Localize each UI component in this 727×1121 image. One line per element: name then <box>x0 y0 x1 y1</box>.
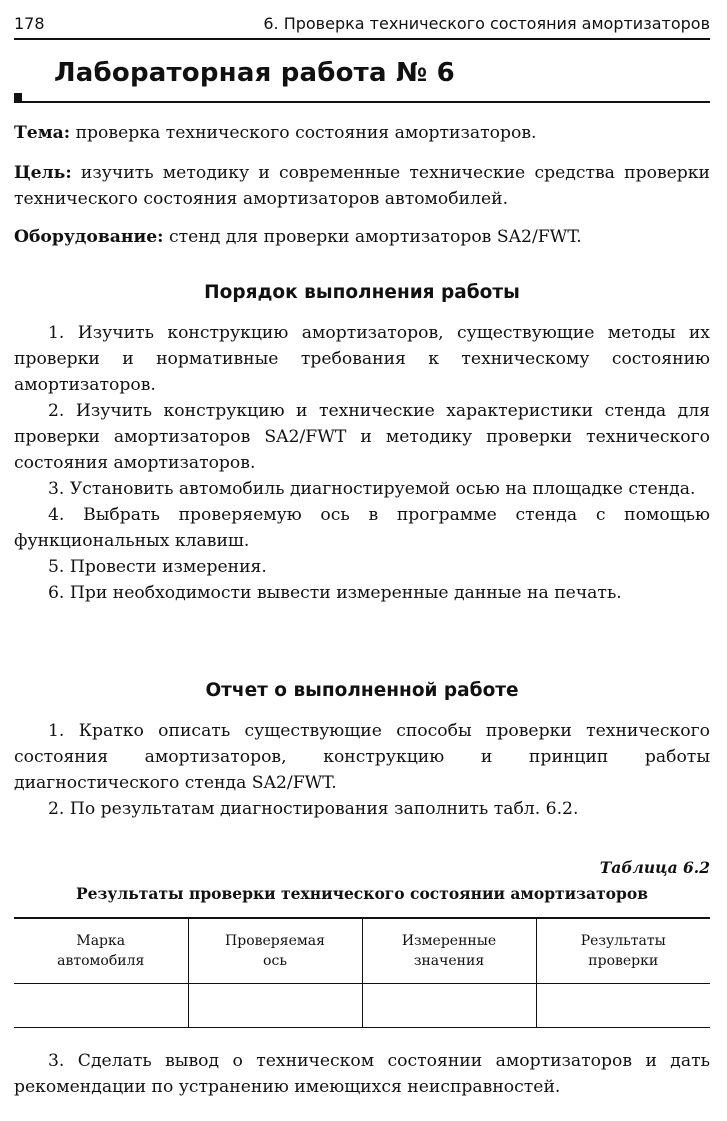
column-header-text: Результаты <box>580 933 666 949</box>
table-title: Результаты проверки технического состоянии амортизаторов <box>76 884 648 903</box>
procedure-heading: Порядок выполнения работы <box>204 282 520 303</box>
goal-text: изучить методику и современные технические средства проверки технического состояния амортизаторов автомобилей. <box>14 163 710 209</box>
report-list <box>14 718 710 822</box>
table-label: Таблица 6.2 <box>599 858 710 877</box>
column-header-text: проверки <box>588 953 659 969</box>
topic-text: проверка технического состояния амортизаторов. <box>70 123 537 143</box>
equipment-text: стенд для проверки амортизаторов SA2/FWT. <box>163 227 582 247</box>
column-header-measured-values <box>362 918 536 984</box>
column-header-text: Проверяемая <box>225 933 325 949</box>
topic-line <box>14 120 710 146</box>
equipment-line <box>14 224 710 250</box>
column-header-text: автомобиля <box>57 953 145 969</box>
table-row <box>14 984 710 1028</box>
procedure-item-4: 4. Выбрать проверяемую ось в программе стенда с помощью функциональных клавиш. <box>14 505 710 551</box>
goal-line <box>14 160 710 212</box>
column-header-axle <box>188 918 362 984</box>
column-header-text: значения <box>413 953 485 969</box>
title-rule <box>14 101 710 103</box>
column-header-text: Измеренные <box>401 933 497 949</box>
goal-label: Цель: <box>14 163 72 183</box>
procedure-item-2: 2. Изучить конструкцию и технические характеристики стенда для проверки амортизаторов SA2/FWT и методику проверки технического состояния амортизаторов. <box>14 401 710 473</box>
procedure-item-1: 1. Изучить конструкцию амортизаторов, существующие методы их проверки и нормативные требования к техническому состоянию амортизаторов. <box>14 323 710 395</box>
results-table <box>14 917 710 1028</box>
column-header-car-brand <box>14 918 188 984</box>
report-heading: Отчет о выполненной работе <box>205 680 519 701</box>
report-item-1: 1. Кратко описать существующие способы проверки технического состояния амортизаторов, конструкцию и принцип работы диагностического стенда SA2/FWT. <box>14 721 710 793</box>
table-header-row <box>14 918 710 984</box>
report-item-3: 3. Сделать вывод о техническом состоянии амортизаторов и дать рекомендации по устранению имеющихся неисправностей. <box>14 1051 710 1097</box>
column-header-text: Марка <box>76 933 126 949</box>
table-cell <box>536 984 710 1028</box>
equipment-label: Оборудование: <box>14 227 164 247</box>
procedure-item-5: 5. Провести измерения. <box>48 557 267 577</box>
report-item-2: 2. По результатам диагностирования заполнить табл. 6.2. <box>48 799 579 819</box>
page-number: 178 <box>14 14 45 33</box>
procedure-item-6: 6. При необходимости вывести измеренные данные на печать. <box>48 583 622 603</box>
column-header-results <box>536 918 710 984</box>
table-cell <box>14 984 188 1028</box>
table-cell <box>188 984 362 1028</box>
table-cell <box>362 984 536 1028</box>
running-header <box>14 12 710 40</box>
procedure-item-3: 3. Установить автомобиль диагностируемой осью на площадке стенда. <box>48 479 696 499</box>
column-header-text: ось <box>263 953 287 969</box>
lab-title: Лабораторная работа № 6 <box>54 58 455 88</box>
procedure-list <box>14 320 710 606</box>
topic-label: Тема: <box>14 123 71 143</box>
running-title: 6. Проверка технического состояния амортизаторов <box>263 14 710 33</box>
